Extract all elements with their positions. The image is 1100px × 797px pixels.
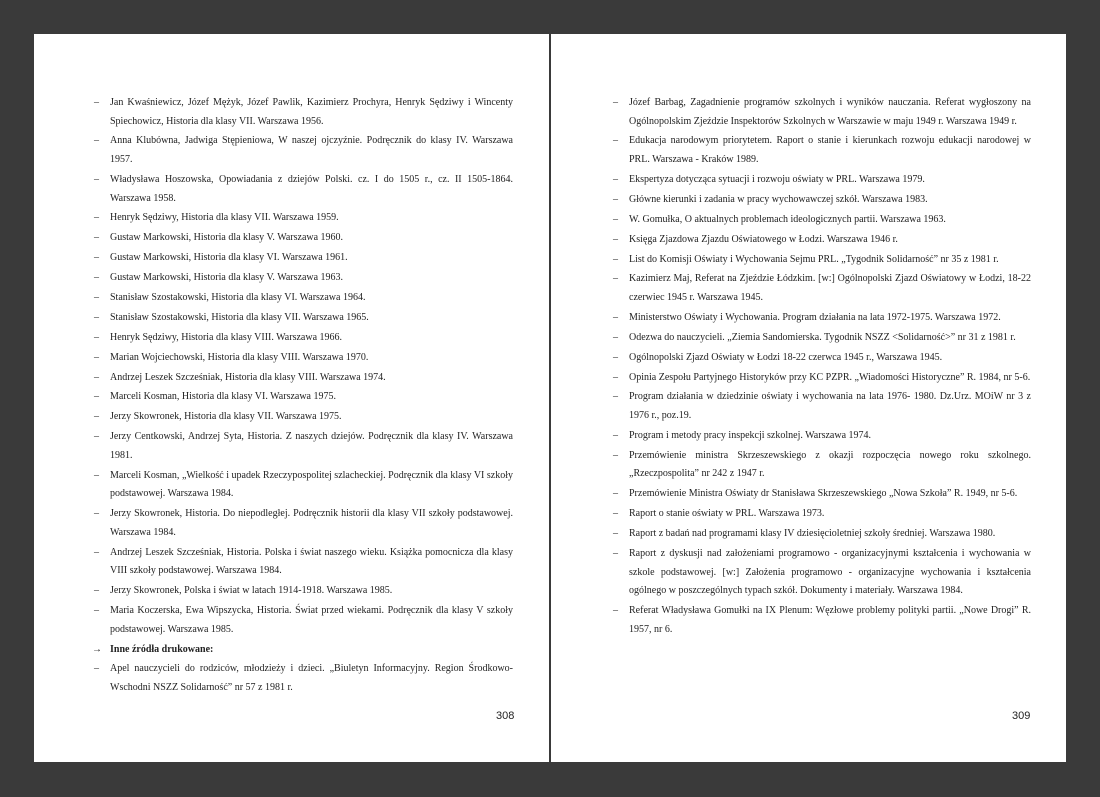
bibliography-entry: – Jan Kwaśniewicz, Józef Mężyk, Józef Pawlik, Kazimierz Prochyra, Henryk Sędziwy i Wincenty Spiechowicz, Historia dla klasy VII. Warszawa 1956. bbox=[92, 94, 513, 131]
page-left bbox=[34, 34, 549, 762]
bibliography-entry: – Andrzej Leszek Szcześniak, Historia dla klasy VIII. Warszawa 1974. bbox=[92, 369, 513, 388]
bibliography-entry: – Program i metody pracy inspekcji szkolnej. Warszawa 1974. bbox=[611, 427, 1031, 446]
bibliography-entry: – Edukacja narodowym priorytetem. Raport o stanie i kierunkach rozwoju edukacji narodowej w PRL. Warszawa - Kraków 1989. bbox=[611, 132, 1031, 169]
bibliography-entry: – Odezwa do nauczycieli. „Ziemia Sandomierska. Tygodnik NSZZ <Solidarność>” nr 31 z 1981 r. bbox=[611, 329, 1031, 348]
bibliography-entry: – Opinia Zespołu Partyjnego Historyków przy KC PZPR. „Wiadomości Historyczne” R. 1984, nr 5-6. bbox=[611, 369, 1031, 388]
page-number: 309 bbox=[1012, 710, 1031, 722]
bibliography-entry: – Program działania w dziedzinie oświaty i wychowania na lata 1976- 1980. Dz.Urz. MOiW nr 3 z 1976 r., poz.19. bbox=[611, 388, 1031, 425]
page-right bbox=[551, 34, 1066, 762]
bibliography-entry: – Maria Koczerska, Ewa Wipszycka, Historia. Świat przed wiekami. Podręcznik dla klasy V szkoły podstawowej. Warszawa 1985. bbox=[92, 602, 513, 639]
bibliography-entry: – Gustaw Markowski, Historia dla klasy VI. Warszawa 1961. bbox=[92, 249, 513, 268]
bibliography-entry: – Jerzy Skowronek, Historia dla klasy VII. Warszawa 1975. bbox=[92, 408, 513, 427]
arrow-icon: → bbox=[92, 643, 102, 655]
bibliography-entry: – Jerzy Centkowski, Andrzej Syta, Historia. Z naszych dziejów. Podręcznik dla klasy IV. Warszawa 1981. bbox=[92, 428, 513, 465]
bibliography-entry: – Marian Wojciechowski, Historia dla klasy VIII. Warszawa 1970. bbox=[92, 349, 513, 368]
bibliography-entry: – List do Komisji Oświaty i Wychowania Sejmu PRL. „Tygodnik Solidarność” nr 35 z 1981 r. bbox=[611, 251, 1031, 270]
bibliography-entry: – Gustaw Markowski, Historia dla klasy V. Warszawa 1960. bbox=[92, 229, 513, 248]
bibliography-entry: – Przemówienie ministra Skrzeszewskiego z okazji rozpoczęcia nowego roku szkolnego. „Rzeczpospolita” nr 242 z 1947 r. bbox=[611, 447, 1031, 484]
bibliography-entry: – Marceli Kosman, Historia dla klasy VI. Warszawa 1975. bbox=[92, 388, 513, 407]
bibliography-list-right bbox=[611, 94, 1031, 641]
bibliography-entry: – Księga Zjazdowa Zjazdu Oświatowego w Łodzi. Warszawa 1946 r. bbox=[611, 231, 1031, 250]
bibliography-entry: – Referat Władysława Gomułki na IX Plenum: Węzłowe problemy polityki partii. „Nowe Drogi” R. 1957, nr 6. bbox=[611, 602, 1031, 639]
bibliography-entry: – W. Gomułka, O aktualnych problemach ideologicznych partii. Warszawa 1963. bbox=[611, 211, 1031, 230]
bibliography-entry: – Stanisław Szostakowski, Historia dla klasy VII. Warszawa 1965. bbox=[92, 309, 513, 328]
bibliography-entry: – Raport o stanie oświaty w PRL. Warszawa 1973. bbox=[611, 505, 1031, 524]
entries-group bbox=[92, 94, 513, 639]
page-number: 308 bbox=[496, 710, 515, 722]
bibliography-entry: – Ekspertyza dotycząca sytuacji i rozwoju oświaty w PRL. Warszawa 1979. bbox=[611, 171, 1031, 190]
bibliography-entry: – Przemówienie Ministra Oświaty dr Stanisława Skrzeszewskiego „Nowa Szkoła” R. 1949, nr 5-6. bbox=[611, 485, 1031, 504]
bibliography-entry: – Marceli Kosman, „Wielkość i upadek Rzeczypospolitej szlacheckiej. Podręcznik dla klasy VI szkoły podstawowej. Warszawa 1984. bbox=[92, 467, 513, 504]
bibliography-entry: – Henryk Sędziwy, Historia dla klasy VIII. Warszawa 1966. bbox=[92, 329, 513, 348]
bibliography-entry: – Henryk Sędziwy, Historia dla klasy VII. Warszawa 1959. bbox=[92, 209, 513, 228]
bibliography-entry: – Ogólnopolski Zjazd Oświaty w Łodzi 18-22 czerwca 1945 r., Warszawa 1945. bbox=[611, 349, 1031, 368]
bibliography-entry: – Władysława Hoszowska, Opowiadania z dziejów Polski. cz. I do 1505 r., cz. II 1505-1864. Warszawa 1958. bbox=[92, 171, 513, 208]
bibliography-entry: – Jerzy Skowronek, Polska i świat w latach 1914-1918. Warszawa 1985. bbox=[92, 582, 513, 601]
bibliography-entry: – Ministerstwo Oświaty i Wychowania. Program działania na lata 1972-1975. Warszawa 1972. bbox=[611, 309, 1031, 328]
entries-group bbox=[611, 94, 1031, 639]
bibliography-list-left bbox=[92, 94, 513, 699]
bibliography-entry: – Raport z dyskusji nad założeniami programowo - organizacyjnymi kształcenia i wychowania w szkole podstawowej. [w:] Założenia programowo - organizacyjne wychowania i kształcenia ogólnego w poszczególnych typach szkół. Dokumenty i materiały. Warszawa 1984. bbox=[611, 545, 1031, 601]
section-heading bbox=[92, 641, 513, 660]
bibliography-entry: – Jerzy Skowronek, Historia. Do niepodległej. Podręcznik historii dla klasy VII szkoły podstawowej. Warszawa 1984. bbox=[92, 505, 513, 542]
bibliography-entry: – Anna Klubówna, Jadwiga Stępieniowa, W naszej ojczyźnie. Podręcznik do klasy IV. Warszawa 1957. bbox=[92, 132, 513, 169]
bibliography-entry: – Stanisław Szostakowski, Historia dla klasy VI. Warszawa 1964. bbox=[92, 289, 513, 308]
bibliography-entry: – Andrzej Leszek Szcześniak, Historia. Polska i świat naszego wieku. Książka pomocnicza dla klasy VIII szkoły podstawowej. Warszawa 1984. bbox=[92, 544, 513, 581]
bibliography-entry: – Główne kierunki i zadania w pracy wychowawczej szkół. Warszawa 1983. bbox=[611, 191, 1031, 210]
bibliography-entry: – Kazimierz Maj, Referat na Zjeździe Łódzkim. [w:] Ogólnopolski Zjazd Oświatowy w Łodzi, 18-22 czerwiec 1945 r. Warszawa 1945. bbox=[611, 270, 1031, 307]
section-heading-text: Inne źródła drukowane: bbox=[110, 643, 214, 655]
bibliography-entry: – Apel nauczycieli do rodziców, młodzieży i dzieci. „Biuletyn Informacyjny. Region Środkowo-Wschodni NSZZ Solidarność” nr 57 z 1981 r. bbox=[92, 660, 513, 697]
bibliography-entry: – Gustaw Markowski, Historia dla klasy V. Warszawa 1963. bbox=[92, 269, 513, 288]
bibliography-entry: – Józef Barbag, Zagadnienie programów szkolnych i wyników nauczania. Referat wygłoszony na Ogólnopolskim Zjeździe Inspektorów Szkolnych w Warszawie w maju 1949 r. Warszawa 1949 r. bbox=[611, 94, 1031, 131]
bibliography-entry: – Raport z badań nad programami klasy IV dziesięcioletniej szkoły średniej. Warszawa 1980. bbox=[611, 525, 1031, 544]
entries-group-after-heading bbox=[92, 660, 513, 697]
